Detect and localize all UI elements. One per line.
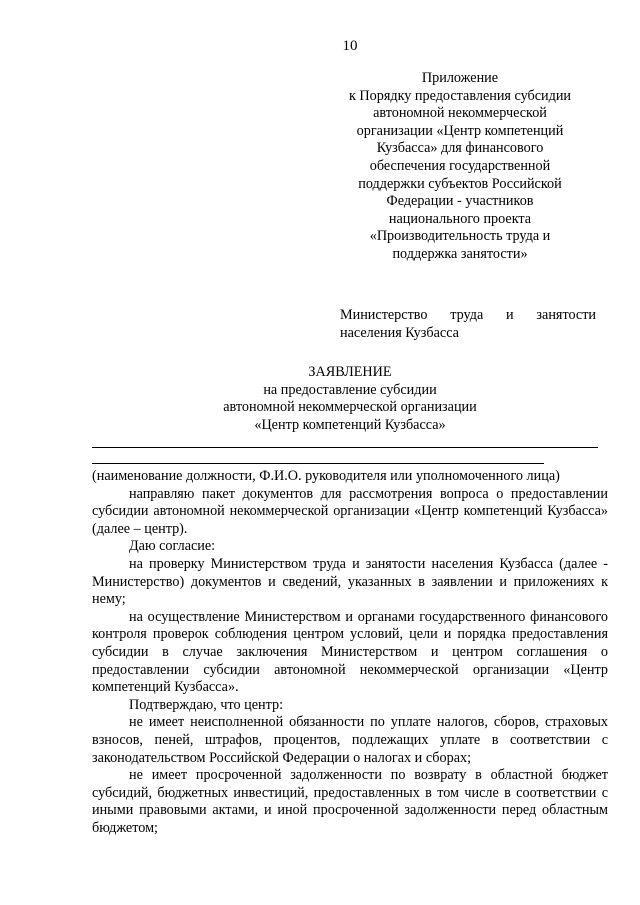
applicant-blank-line — [92, 463, 544, 464]
heading-line: на предоставление субсидии — [263, 381, 437, 398]
appendix-line: Федерации - участников — [386, 193, 534, 210]
applicant-caption: (наименование должности, Ф.И.О. руководителя или уполномоченного лица) — [92, 468, 560, 484]
appendix-line: к Порядку предоставления субсидии — [348, 87, 572, 104]
appendix-line: национального проекта — [388, 210, 532, 227]
document-heading — [60, 364, 640, 434]
document-body — [92, 468, 608, 837]
appendix-line: «Производительность труда и — [369, 228, 551, 245]
page-number: 10 — [342, 38, 358, 54]
addressee-line: Министерство труда и занятости — [340, 307, 596, 323]
document-title: ЗАЯВЛЕНИЕ — [308, 364, 392, 380]
paragraph: на проверку Министерством труда и занятости населения Кузбасса (далее - Министерство) документов и сведений, указанных в заявлении и приложениях к нему; — [92, 555, 608, 608]
appendix-line: обеспечения государственной — [369, 157, 551, 174]
appendix-line: организации «Центр компетенций — [356, 122, 564, 139]
paragraph: Даю согласие: — [129, 538, 216, 555]
appendix-line: Кузбасса» для финансового — [376, 140, 544, 157]
appendix-line: автономной некоммерческой — [373, 105, 547, 122]
heading-line: автономной некоммерческой организации — [223, 399, 477, 415]
paragraph: на осуществление Министерством и органами государственного финансового контроля проверок соблюдения центром условий, цели и порядка предоставления субсидии в случае заключения Министерством и центром соглашения о предоставлении субсидии автономной некоммерческой организации «Центр компетенций Кузбасса». — [92, 608, 608, 696]
appendix-line: Приложение — [421, 70, 499, 86]
appendix-line: поддержки субъектов Российской — [358, 175, 562, 192]
addressee-line: населения Кузбасса — [340, 324, 459, 341]
appendix-line: поддержка занятости» — [392, 245, 528, 262]
paragraph: не имеет неисполненной обязанности по уплате налогов, сборов, страховых взносов, пеней, штрафов, процентов, подлежащих уплате в соответствии с законодательством Российской Федерации о налогах и сборах; — [92, 714, 608, 766]
applicant-blank-line — [92, 447, 598, 448]
addressee-block — [340, 307, 596, 342]
paragraph: направляю пакет документов для рассмотрения вопроса о предоставлении субсидии автономной некоммерческой организации «Центр компетенций Кузбасса» (далее – центр). — [92, 485, 608, 537]
paragraph: Подтверждаю, что центр: — [129, 696, 284, 713]
paragraph: не имеет просроченной задолженности по возврату в областной бюджет субсидий, бюджетных инвестиций, предоставленных в том числе в соответствии с иными правовыми актами, и иной просроченной задолженности перед областным бюджетом; — [92, 767, 608, 836]
appendix-note — [320, 70, 600, 264]
heading-line: «Центр компетенций Кузбасса» — [254, 416, 446, 433]
